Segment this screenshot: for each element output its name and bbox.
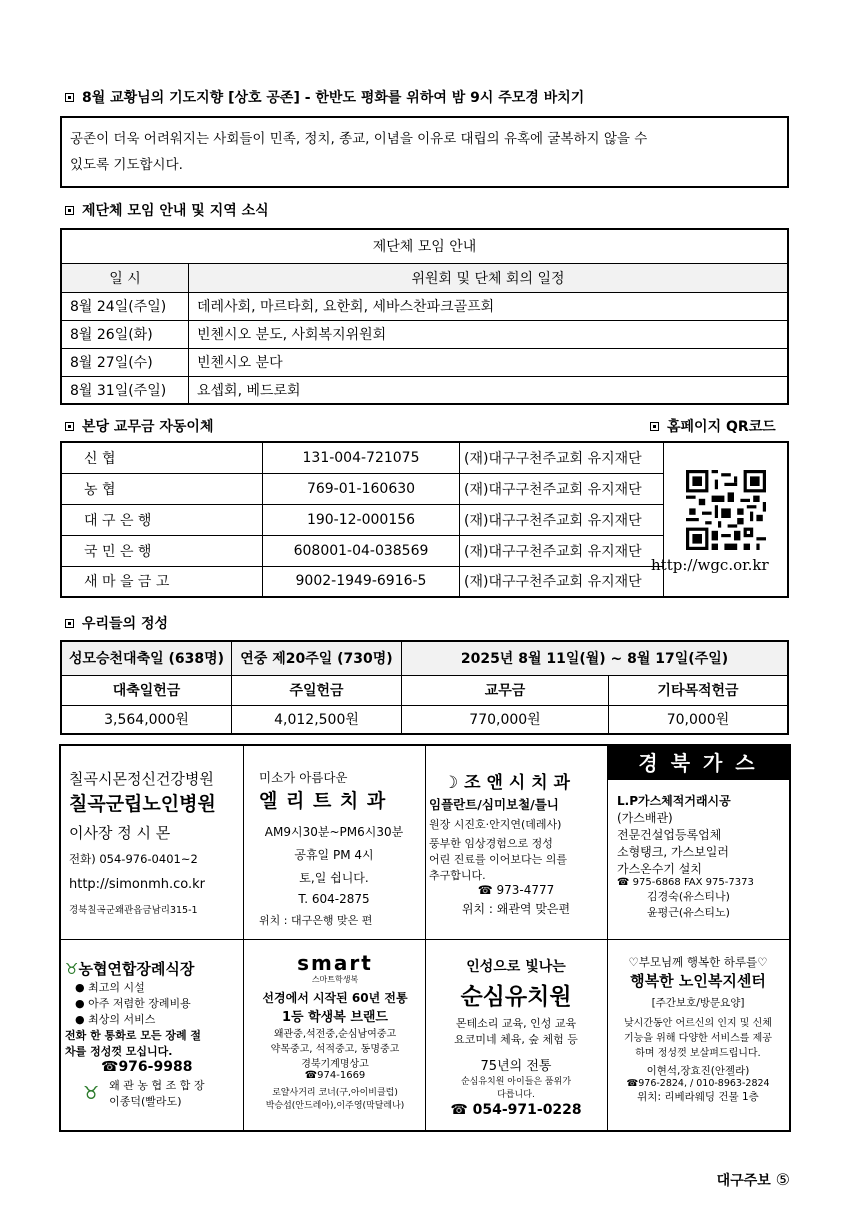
qr-heading: 홈페이지 QR코드 <box>650 416 776 436</box>
ad-line: ● 최고의 시설 <box>75 981 145 994</box>
ad-line: 이사장 정 시 몬 <box>69 824 171 842</box>
ad-line: 순심유치원 아이들은 품위가 <box>460 1077 572 1087</box>
ad-address: 위치 : 대구은행 맞은 편 <box>259 914 373 927</box>
bank-name: 신 협 <box>61 442 263 473</box>
offering-table <box>60 640 789 735</box>
ad-address: 경북칠곡군왜관읍금남리315-1 <box>69 905 198 916</box>
prayer-text-line2: 있도록 기도합시다. <box>70 157 183 173</box>
footer-text: 대구주보 <box>716 1173 771 1189</box>
ad-phone: ☎976-9988 <box>101 1059 193 1075</box>
footer <box>717 1170 790 1190</box>
ad-line: 미소가 아름다운 <box>259 770 348 785</box>
ad-line: 칠곡시몬정신건강병원 <box>69 770 214 788</box>
account-holder: (재)대구구천주교회 유지재단 <box>460 535 664 566</box>
ad-line: 다릅니다. <box>497 1090 535 1100</box>
page-number: ⑤ <box>775 1170 790 1189</box>
offering-heading: 우리들의 정성 <box>65 613 168 633</box>
ad-line: 전문건설업등록업체 <box>617 828 722 842</box>
ad-line: 원장 시진호·안지연(데레사) <box>429 818 562 831</box>
meetings-table-title: 제단체 모임 안내 <box>61 229 788 263</box>
ad-title: 엘 리 트 치 과 <box>259 790 387 812</box>
ad-line: 기능을 위해 다양한 서비스를 제공 <box>624 1033 772 1044</box>
smart-logo: smart <box>297 951 373 975</box>
ad-line: 공휴일 PM 4시 <box>294 848 374 862</box>
nh-logo-icon: ♉ <box>83 1082 100 1104</box>
meetings-heading: 제단체 모임 안내 및 지역 소식 <box>65 200 269 220</box>
table-row <box>61 442 788 473</box>
table-row <box>61 348 788 376</box>
account-number: 608001-04-038569 <box>263 535 460 566</box>
meeting-date: 8월 24일(주일) <box>61 292 189 320</box>
offering-value: 70,000원 <box>609 705 789 734</box>
account-number: 190-12-000156 <box>263 504 460 535</box>
account-holder: (재)대구구천주교회 유지재단 <box>460 504 664 535</box>
bank-name: 국 민 은 행 <box>61 535 263 566</box>
ad-line: [주간보호/방문요양] <box>651 997 745 1009</box>
ad-line: 소형탱크, 가스보일러 <box>617 845 729 859</box>
ad-phone: ☎ 054-971-0228 <box>450 1102 582 1118</box>
offering-header-period: 2025년 8월 11일(월) ~ 8월 17일(주일) <box>402 641 789 675</box>
ad-title: 칠곡군립노인병원 <box>69 793 216 815</box>
bank-name: 대 구 은 행 <box>61 504 263 535</box>
ad-title: 행복한 노인복지센터 <box>630 972 766 990</box>
ad-url[interactable]: http://simonmh.co.kr <box>69 877 205 892</box>
qr-code-icon[interactable] <box>686 470 766 550</box>
offering-label: 교무금 <box>402 675 609 705</box>
ad-dental-joan <box>427 748 605 936</box>
ad-gas <box>607 746 789 938</box>
offering-value: 3,564,000원 <box>61 705 232 734</box>
prayer-box <box>60 116 789 188</box>
table-row <box>61 320 788 348</box>
ad-line: 차를 정성껏 모십니다. <box>65 1045 173 1058</box>
meeting-desc: 빈첸시오 분다 <box>189 348 789 376</box>
ad-line: 어린 진료를 이어보다는 의를 <box>429 853 568 866</box>
ad-dental-elite <box>245 748 423 936</box>
meeting-desc: 요셉회, 베드로회 <box>189 376 789 404</box>
ad-title: 경 북 가 스 <box>607 746 789 780</box>
table-row <box>61 292 788 320</box>
col-desc-header: 위원회 및 단체 회의 일정 <box>189 263 789 292</box>
ad-line: 몬테소리 교육, 인성 교육 <box>455 1017 577 1030</box>
ad-address: 위치 : 왜관역 맞은편 <box>461 902 571 916</box>
ad-line: 박승섭(안드레아),이주영(막달레나) <box>265 1101 405 1111</box>
ad-line: 임플란트/심미보철/틀니 <box>429 797 559 812</box>
ad-line: 이종덕(빨라도) <box>109 1095 182 1108</box>
ad-address: 위치: 리베라웨딩 건물 1층 <box>637 1091 759 1103</box>
ad-line: 가스온수기 설치 <box>617 862 702 876</box>
offering-label: 주일헌금 <box>232 675 402 705</box>
ad-line: 스마트학생복 <box>311 975 359 984</box>
meeting-date: 8월 27일(수) <box>61 348 189 376</box>
account-number: 9002-1949-6916-5 <box>263 566 460 597</box>
ad-line: 풍부한 임상경험으로 정성 <box>429 837 553 850</box>
ad-address: 로얄사거리 코너(구,아이비클럽) <box>272 1088 398 1098</box>
ad-line: AM9시30분~PM6시30분 <box>264 825 404 839</box>
ad-line: 경북기계명상고 <box>301 1059 369 1070</box>
meeting-desc: 데레사회, 마르타회, 요한회, 세바스찬파크골프회 <box>189 292 789 320</box>
ad-hospital <box>63 748 239 936</box>
bullet-square-icon <box>650 422 659 431</box>
ad-line: 추구합니다. <box>429 869 486 882</box>
ad-line: 윤평근(유스티노) <box>647 906 730 919</box>
ad-line: L.P가스체적거래시공 <box>617 794 731 808</box>
ad-line: 75년의 전통 <box>480 1059 552 1074</box>
ad-line: 왜관중,석전중,순심남여중고 <box>273 1029 397 1040</box>
banking-table <box>60 441 789 598</box>
ad-line: ● 아주 저렴한 장례비용 <box>75 997 191 1010</box>
bullet-square-icon <box>65 422 74 431</box>
ad-line: 토,일 쉽니다. <box>299 871 369 885</box>
ad-line: 선경에서 시작된 60년 전통 <box>262 991 408 1005</box>
ad-phone: T. 604-2875 <box>298 892 370 906</box>
meetings-table <box>60 228 789 405</box>
bank-name: 농 협 <box>61 473 263 504</box>
offering-value: 4,012,500원 <box>232 705 402 734</box>
prayer-text-line1: 공존이 더욱 어려워지는 사회들이 민족, 정치, 종교, 이념을 이유로 대립의 유혹에 굴복하지 않을 수 <box>70 131 648 147</box>
ad-line: 인성으로 빛나는 <box>466 959 566 975</box>
ad-line: (가스배관) <box>617 811 673 825</box>
ad-phone: ☎ 975-6868 FAX 975-7373 <box>617 877 754 888</box>
homepage-url[interactable]: http://wgc.or.kr <box>651 556 769 574</box>
account-holder: (재)대구구천주교회 유지재단 <box>460 473 664 504</box>
ad-line: 왜 관 농 협 조 합 장 <box>109 1079 205 1092</box>
account-holder: (재)대구구천주교회 유지재단 <box>460 442 664 473</box>
ad-line: 하며 정성껏 보살펴드립니다. <box>635 1048 761 1059</box>
offering-value: 770,000원 <box>402 705 609 734</box>
ad-line: 김경숙(유스티나) <box>647 890 730 903</box>
meeting-desc: 빈첸시오 분도, 사회복지위원회 <box>189 320 789 348</box>
ad-kindergarten <box>427 940 605 1128</box>
col-date-header: 일 시 <box>61 263 189 292</box>
ad-title: 순심유치원 <box>460 984 572 1010</box>
table-row <box>61 376 788 404</box>
bank-name: 새 마 을 금 고 <box>61 566 263 597</box>
meeting-date: 8월 31일(주일) <box>61 376 189 404</box>
ad-line: 이현석,장효진(안젤라) <box>646 1065 750 1077</box>
bullet-square-icon <box>65 206 74 215</box>
tooth-icon: ☽ <box>443 773 459 793</box>
offering-header-sunday: 연중 제20주일 (730명) <box>232 641 402 675</box>
offering-label: 대축일헌금 <box>61 675 232 705</box>
account-holder: (재)대구구천주교회 유지재단 <box>460 566 664 597</box>
offering-header-feast: 성모승천대축일 (638명) <box>61 641 232 675</box>
ad-uniform <box>245 940 425 1128</box>
meeting-date: 8월 26일(화) <box>61 320 189 348</box>
ad-phone: ☎974-1669 <box>304 1070 366 1081</box>
ad-senior-center <box>607 940 789 1128</box>
prayer-heading: 8월 교황님의 기도지향 [상호 공존] - 한반도 평화를 위하여 밤 9시 주모경 바치기 <box>65 87 584 107</box>
ad-line: 약목중고, 석적중고, 동명중고 <box>270 1044 400 1055</box>
ad-title: 조 앤 시 치 과 <box>464 773 570 793</box>
offering-label: 기타목적헌금 <box>609 675 789 705</box>
bullet-square-icon <box>65 619 74 628</box>
ad-line: ♡부모님께 행복한 하루를♡ <box>628 955 768 969</box>
ad-line: 전화 한 통화로 모든 장례 절 <box>65 1029 202 1042</box>
ad-line: 1등 학생복 브랜드 <box>281 1010 388 1025</box>
ad-funeral <box>63 940 241 1128</box>
account-number: 131-004-721075 <box>263 442 460 473</box>
ad-phone: ☎976-2824, / 010-8963-2824 <box>626 1078 770 1089</box>
ad-phone: ☎ 973-4777 <box>477 883 555 897</box>
banking-heading: 본당 교무금 자동이체 <box>65 416 213 436</box>
account-number: 769-01-160630 <box>263 473 460 504</box>
ad-line: ● 최상의 서비스 <box>75 1013 156 1026</box>
ad-phone: 전화) 054-976-0401~2 <box>69 852 198 866</box>
ad-title: 농협연합장례식장 <box>78 960 195 978</box>
ad-line: 낮시간동안 어르신의 인지 및 신체 <box>624 1018 772 1029</box>
nh-logo-icon: ♉ <box>65 960 79 978</box>
bullet-square-icon <box>65 93 74 102</box>
ad-line: 요코미네 체육, 숲 체험 등 <box>454 1033 578 1046</box>
